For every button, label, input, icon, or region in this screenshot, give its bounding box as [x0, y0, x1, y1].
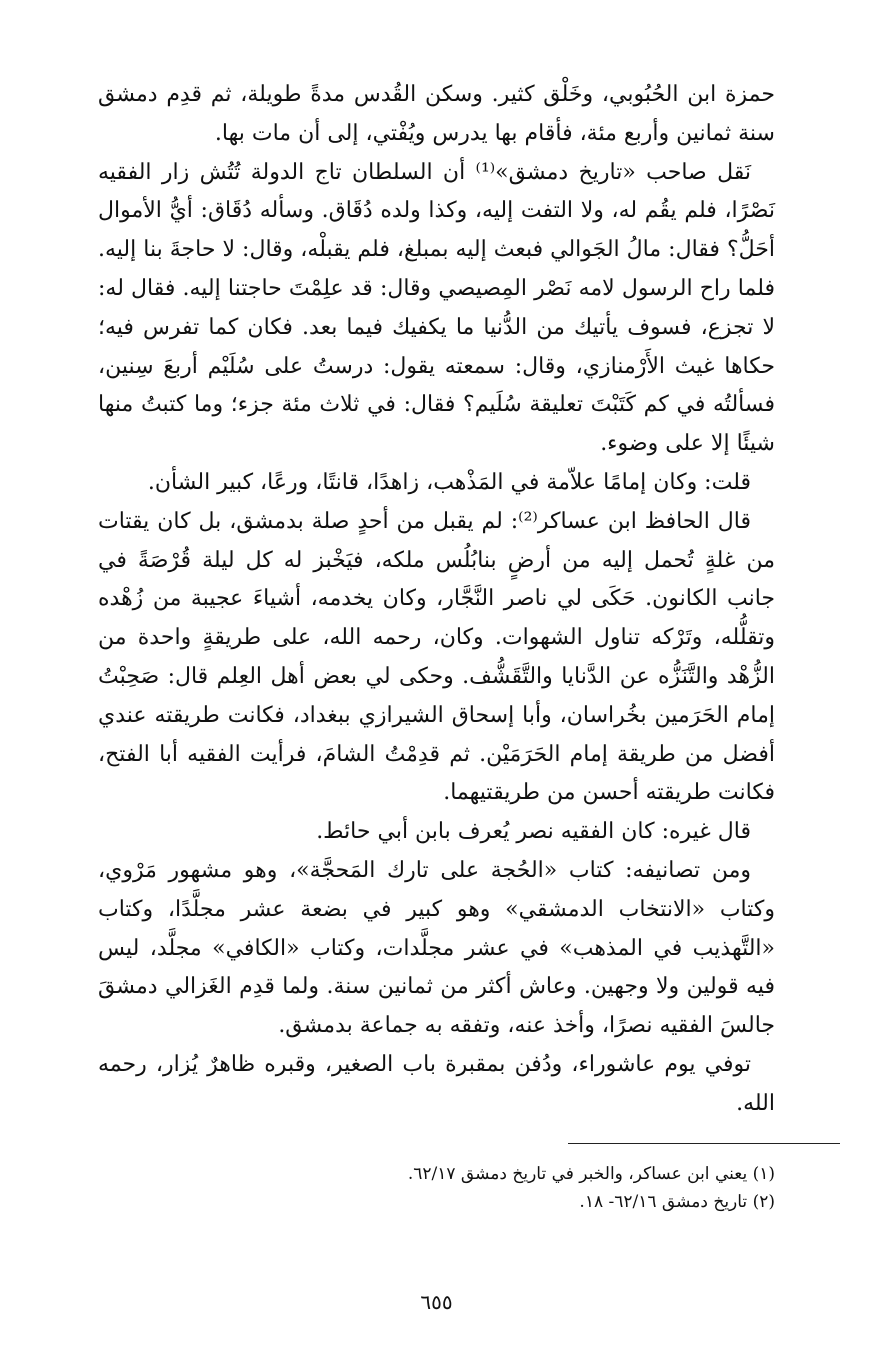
paragraph: قلت: وكان إمامًا علاّمة في المَذْهب، زاهدًا، قانتًا، ورعًا، كبير الشأن.: [147, 469, 751, 495]
paragraph: حمزة ابن الحُبُوبي، وخَلْق كثير. وسكن القُدس مدةً طويلة، ثم قدِم دمشق سنة ثمانين وأربع مئة، فأقام بها يدرس ويُفْتي، إلى أن مات بها.: [98, 82, 775, 146]
footnote: (٢) تاريخ دمشق ٦٢/١٦- ١٨.: [579, 1192, 775, 1212]
paragraph: قال غيره: كان الفقيه نصر يُعرف بابن أبي حائط.: [316, 819, 751, 845]
footnotes: [120, 1160, 775, 1216]
footnote-divider: [568, 1143, 840, 1144]
main-text: [98, 76, 775, 1124]
paragraph: ومن تصانيفه: كتاب «الحُجة على تارك المَحجَّة»، وهو مشهور مَرْوي، وكتاب «الانتخاب الدمشقي» وهو كبير في بضعة عشر مجلَّدًا، وكتاب «التَّهذيب في المذهب» في عشر مجلَّدات، وكتاب «الكافي» مجلَّد، ليس فيه قولين ولا وجهين. وعاش أكثر من ثمانين سنة. ولما قدِم الغَزالي دمشقَ جالسَ الفقيه نصرًا، وأخذ عنه، وتفقه به جماعة بدمشق.: [98, 857, 775, 1039]
paragraph: قال الحافظ ابن عساكر⁽²⁾: لم يقبل من أحدٍ صلة بدمشق، بل كان يقتات من غلةٍ تُحمل إليه من أرضٍ بنابُلُس ملكه، فيَخْبز له كل ليلة قُرْصَةً في جانب الكانون. حَكَى لي ناصر النَّجَّار، وكان يخدمه، أشياءَ عجيبة من زُهْده وتقلُّله، وتَرْكه تناول الشهوات. وكان، رحمه الله، على طريقةٍ واحدة من الزُّهْد والتَّنَزُّه عن الدَّنايا والتَّقَشُّف. وحكى لي بعض أهل العِلم قال: صَحِبْتُ إمام الحَرَمين بخُراسان، وأبا إسحاق الشيرازي ببغداد، فكانت طريقته عندي أفضل من طريقة إمام الحَرَمَيْن. ثم قدِمْتُ الشامَ، فرأيت الفقيه أبا الفتح، فكانت طريقته أحسن من طريقتيهما.: [98, 508, 775, 806]
page-number: ٦٥٥: [420, 1290, 453, 1314]
footnote: (١) يعني ابن عساكر، والخبر في تاريخ دمشق ٦٢/١٧.: [407, 1164, 775, 1184]
paragraph: نَقل صاحب «تاريخ دمشق»⁽¹⁾ أن السلطان تاج الدولة تُتُش زار الفقيه نَصْرًا، فلم يقُم له، ولا التفت إليه، وكذا ولده دُقَاق. وسأله دُقَاق: أيُّ الأموال أحَلُّ؟ فقال: مالُ الجَوالي فبعث إليه بمبلغ، فلم يقبلْه، وقال: لا حاجةَ بنا إليه. فلما راح الرسول لامه نَصْر المِصيصي وقال: قد علِمْتَ حاجتنا إليه. فقال له: لا تجزع، فسوف يأتيك من الدُّنيا ما يكفيك فيما بعد. فكان كما تفرس فيه؛ حكاها غيث الأَرْمنازي، وقال: سمعته يقول: درستُ على سُلَيْم أربعَ سِنين، فسألتُه في كم كَتَبْتَ تعليقة سُلَيم؟ فقال: في ثلاث مئة جزء؛ وما كتبتُ منها شيئًا إلا على وضوء.: [98, 159, 775, 457]
paragraph: توفي يوم عاشوراء، ودُفن بمقبرة باب الصغير، وقبره ظاهرٌ يُزار، رحمه الله.: [98, 1051, 775, 1116]
